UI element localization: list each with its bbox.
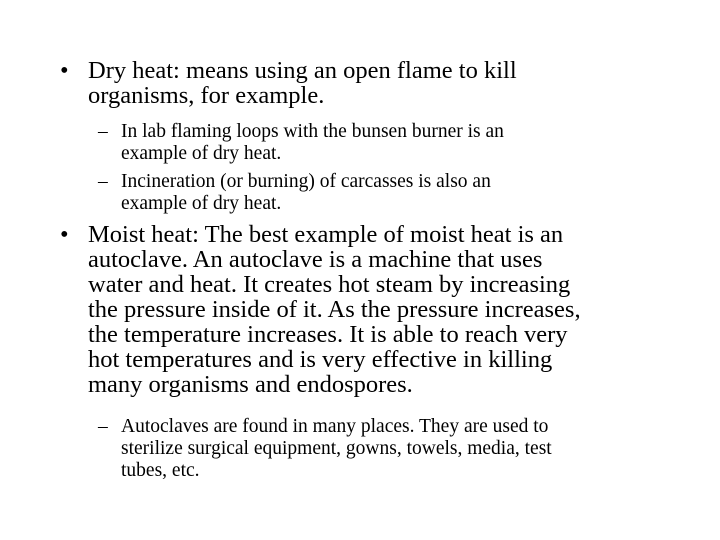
sub-bullet-text <box>121 416 552 482</box>
text-line: example of dry heat. <box>121 143 282 164</box>
sub-bullet-flaming-loops <box>98 121 504 165</box>
text-line: autoclave. An autoclave is a machine that uses <box>88 246 543 273</box>
text-line: the temperature increases. It is able to reach very <box>88 321 568 348</box>
text-line: many organisms and endospores. <box>88 371 413 398</box>
sub-bullet-incineration <box>98 171 491 215</box>
text-line: sterilize surgical equipment, gowns, towels, media, test <box>121 438 552 459</box>
bullet-moist-heat <box>60 222 581 397</box>
bullet-marker: • <box>60 221 69 248</box>
bullet-dry-heat <box>60 58 517 108</box>
text-line: Autoclaves are found in many places. They are used to <box>121 416 549 437</box>
sub-bullet-marker: – <box>98 416 108 437</box>
text-line: Incineration (or burning) of carcasses is also an <box>121 171 491 192</box>
text-line: water and heat. It creates hot steam by increasing <box>88 271 571 298</box>
sub-bullet-marker: – <box>98 171 108 192</box>
bullet-text <box>88 58 517 108</box>
text-line: the pressure inside of it. As the pressure increases, <box>88 296 581 323</box>
text-line: hot temperatures and is very effective in killing <box>88 346 553 373</box>
text-line: example of dry heat. <box>121 193 282 214</box>
text-line: Dry heat: means using an open flame to kill <box>88 57 517 84</box>
text-line: Moist heat: The best example of moist heat is an <box>88 221 564 248</box>
text-line: organisms, for example. <box>88 82 325 109</box>
sub-bullet-autoclaves <box>98 416 552 482</box>
sub-bullet-marker: – <box>98 121 108 142</box>
bullet-marker: • <box>60 57 69 84</box>
text-line: tubes, etc. <box>121 460 200 481</box>
text-line: In lab flaming loops with the bunsen burner is an <box>121 121 504 142</box>
bullet-text <box>88 222 581 397</box>
sub-bullet-text <box>121 121 504 165</box>
sub-bullet-text <box>121 171 491 215</box>
